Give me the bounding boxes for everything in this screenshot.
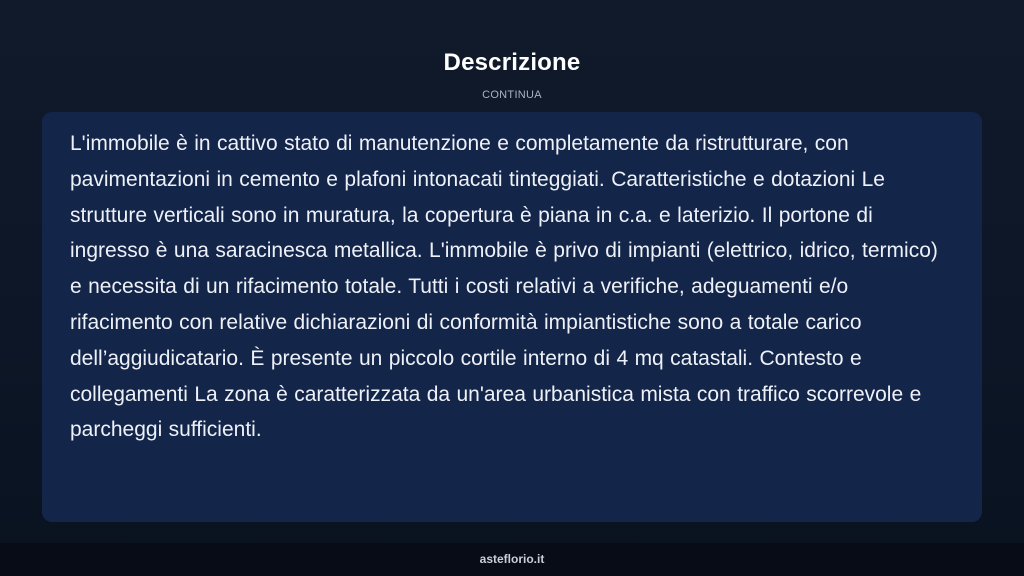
description-card (42, 112, 982, 522)
description-text: L'immobile è in cattivo stato di manutenzione e completamente da ristrutturare, con pavimentazioni in cemento e plafoni intonacati tinteggiati. Caratteristiche e dotazioni Le strutture verticali sono in muratura, la copertura è piana in c.a. e laterizio. Il portone di ingresso è una saracinesca metallica. L'immobile è privo di impianti (elettrico, idrico, termico) e necessita di un rifacimento totale. Tutti i costi relativi a verifiche, adeguamenti e/o rifacimento con relative dichiarazioni di conformità impiantistiche sono a totale carico dell’aggiudicatario. È presente un piccolo cortile interno di 4 mq catastali. Contesto e collegamenti La zona è caratterizzata da un'area urbanistica mista con traffico scorrevole e parcheggi sufficienti. (70, 132, 938, 442)
page-subtitle: CONTINUA (482, 89, 542, 101)
footer-site-name: asteflorio.it (479, 552, 545, 566)
page-title: Descrizione (443, 49, 581, 76)
